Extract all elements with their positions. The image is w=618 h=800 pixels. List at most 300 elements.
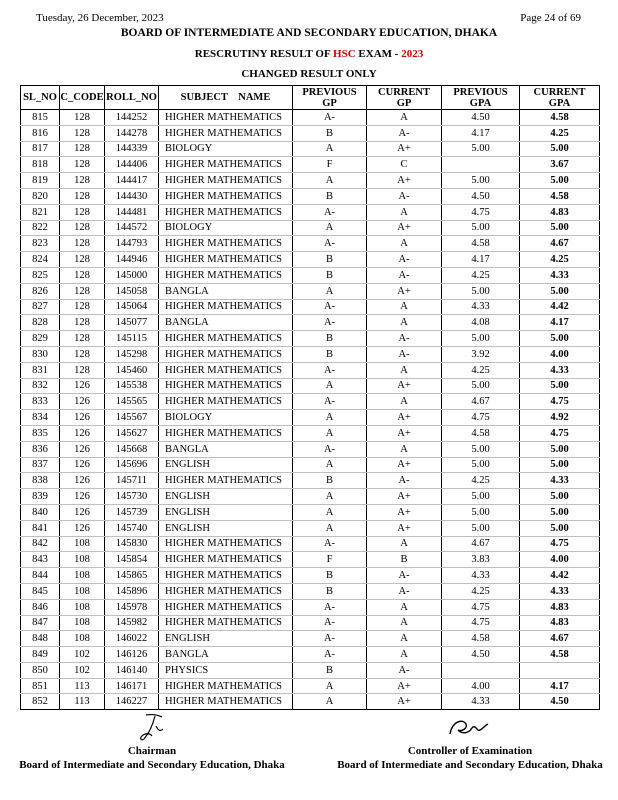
cell-current-gpa: 4.42	[520, 299, 600, 315]
header-current-gpa-line1: CURRENT	[533, 86, 586, 98]
cell-subject-name: BANGLA	[159, 315, 293, 331]
cell-previous-gp: A-	[293, 441, 367, 457]
cell-subject-name: HIGHER MATHEMATICS	[159, 267, 293, 283]
cell-sl-no: 831	[21, 362, 60, 378]
header-roll-no: ROLL_NO	[105, 86, 159, 110]
cell-previous-gp: A-	[293, 647, 367, 663]
cell-current-gp: A+	[367, 141, 442, 157]
cell-previous-gp: A	[293, 283, 367, 299]
cell-subject-name: HIGHER MATHEMATICS	[159, 252, 293, 268]
cell-current-gp: A-	[367, 346, 442, 362]
cell-sl-no: 836	[21, 441, 60, 457]
table-row	[21, 331, 600, 347]
cell-sl-no: 815	[21, 110, 60, 126]
header-previous-gp	[293, 86, 367, 110]
header-sl-no: SL_NO	[21, 86, 60, 110]
cell-c-code: 128	[60, 236, 105, 252]
results-table	[20, 85, 600, 710]
cell-roll-no: 144406	[105, 157, 159, 173]
cell-current-gpa: 4.75	[520, 536, 600, 552]
cell-previous-gp: A	[293, 378, 367, 394]
cell-previous-gpa: 4.75	[442, 615, 520, 631]
cell-previous-gp: A-	[293, 362, 367, 378]
cell-current-gp: B	[367, 552, 442, 568]
cell-c-code: 126	[60, 504, 105, 520]
cell-current-gpa: 4.25	[520, 125, 600, 141]
cell-roll-no: 145730	[105, 489, 159, 505]
cell-roll-no: 145460	[105, 362, 159, 378]
cell-previous-gp: B	[293, 583, 367, 599]
cell-previous-gpa: 4.58	[442, 236, 520, 252]
cell-roll-no: 145711	[105, 473, 159, 489]
cell-roll-no: 145627	[105, 425, 159, 441]
cell-previous-gp: A	[293, 694, 367, 710]
cell-roll-no: 144278	[105, 125, 159, 141]
cell-previous-gpa: 5.00	[442, 441, 520, 457]
cell-roll-no: 144339	[105, 141, 159, 157]
cell-roll-no: 145740	[105, 520, 159, 536]
cell-sl-no: 838	[21, 473, 60, 489]
cell-current-gpa: 4.58	[520, 188, 600, 204]
cell-subject-name: HIGHER MATHEMATICS	[159, 568, 293, 584]
board-title: BOARD OF INTERMEDIATE AND SECONDARY EDUCATION, DHAKA	[120, 27, 498, 39]
cell-previous-gpa: 5.00	[442, 220, 520, 236]
cell-current-gp: A	[367, 315, 442, 331]
table-row	[21, 378, 600, 394]
cell-previous-gp: F	[293, 157, 367, 173]
cell-previous-gp: A-	[293, 536, 367, 552]
cell-roll-no: 144793	[105, 236, 159, 252]
cell-subject-name: HIGHER MATHEMATICS	[159, 473, 293, 489]
cell-current-gp: A+	[367, 378, 442, 394]
cell-current-gp: A	[367, 299, 442, 315]
subtitle: CHANGED RESULT ONLY	[241, 68, 377, 80]
cell-current-gp: A+	[367, 410, 442, 426]
cell-current-gp: A+	[367, 504, 442, 520]
table-row	[21, 520, 600, 536]
cell-previous-gpa: 3.92	[442, 346, 520, 362]
cell-c-code: 128	[60, 315, 105, 331]
cell-current-gp: A	[367, 236, 442, 252]
page-number: Page 24 of 69	[520, 12, 581, 24]
cell-subject-name: HIGHER MATHEMATICS	[159, 236, 293, 252]
exam-year: 2023	[401, 48, 424, 60]
cell-current-gp: A	[367, 615, 442, 631]
cell-subject-name: HIGHER MATHEMATICS	[159, 299, 293, 315]
cell-subject-name: HIGHER MATHEMATICS	[159, 394, 293, 410]
table-row	[21, 125, 600, 141]
cell-current-gp: A-	[367, 331, 442, 347]
cell-sl-no: 851	[21, 678, 60, 694]
cell-sl-no: 842	[21, 536, 60, 552]
cell-previous-gpa: 4.25	[442, 362, 520, 378]
cell-previous-gpa: 4.33	[442, 568, 520, 584]
header-current-gp-line1: CURRENT	[378, 86, 430, 98]
cell-previous-gpa: 4.58	[442, 631, 520, 647]
cell-sl-no: 827	[21, 299, 60, 315]
controller-organization: Board of Intermediate and Secondary Education, Dhaka	[337, 759, 603, 771]
cell-previous-gpa	[442, 662, 520, 678]
table-row	[21, 220, 600, 236]
cell-subject-name: HIGHER MATHEMATICS	[159, 552, 293, 568]
cell-previous-gp: A-	[293, 631, 367, 647]
cell-sl-no: 847	[21, 615, 60, 631]
cell-c-code: 126	[60, 425, 105, 441]
cell-roll-no: 145058	[105, 283, 159, 299]
table-row	[21, 252, 600, 268]
cell-subject-name: ENGLISH	[159, 520, 293, 536]
table-header-row	[21, 86, 600, 110]
cell-previous-gp: A-	[293, 599, 367, 615]
cell-current-gp: A-	[367, 662, 442, 678]
cell-c-code: 128	[60, 141, 105, 157]
cell-previous-gpa: 4.33	[442, 299, 520, 315]
cell-c-code: 128	[60, 173, 105, 189]
cell-previous-gp: B	[293, 252, 367, 268]
table-row	[21, 441, 600, 457]
cell-sl-no: 843	[21, 552, 60, 568]
header-current-gpa	[520, 86, 600, 110]
cell-c-code: 108	[60, 631, 105, 647]
header-previous-gpa-line2: GPA	[469, 97, 492, 109]
cell-sl-no: 818	[21, 157, 60, 173]
cell-previous-gp: A	[293, 410, 367, 426]
cell-c-code: 126	[60, 489, 105, 505]
cell-c-code: 108	[60, 599, 105, 615]
cell-subject-name: HIGHER MATHEMATICS	[159, 331, 293, 347]
cell-c-code: 102	[60, 662, 105, 678]
header-previous-gpa	[442, 86, 520, 110]
cell-roll-no: 145739	[105, 504, 159, 520]
header-previous-gp-line1: PREVIOUS	[302, 86, 357, 98]
cell-subject-name: HIGHER MATHEMATICS	[159, 362, 293, 378]
cell-subject-name: HIGHER MATHEMATICS	[159, 536, 293, 552]
table-row	[21, 504, 600, 520]
cell-current-gpa: 4.00	[520, 346, 600, 362]
cell-current-gpa: 5.00	[520, 441, 600, 457]
cell-c-code: 128	[60, 188, 105, 204]
cell-previous-gpa: 4.17	[442, 125, 520, 141]
cell-roll-no: 144481	[105, 204, 159, 220]
cell-previous-gpa: 4.67	[442, 394, 520, 410]
cell-previous-gp: A-	[293, 110, 367, 126]
cell-c-code: 128	[60, 252, 105, 268]
cell-c-code: 128	[60, 331, 105, 347]
header-subject-name	[159, 86, 293, 110]
cell-subject-name: HIGHER MATHEMATICS	[159, 583, 293, 599]
cell-roll-no: 144430	[105, 188, 159, 204]
cell-previous-gpa: 4.67	[442, 536, 520, 552]
cell-c-code: 128	[60, 267, 105, 283]
cell-previous-gpa: 5.00	[442, 173, 520, 189]
header-subject-label: SUBJECT NAME	[180, 92, 271, 103]
table-row	[21, 157, 600, 173]
cell-previous-gp: B	[293, 346, 367, 362]
controller-signature-block	[330, 712, 610, 772]
cell-sl-no: 825	[21, 267, 60, 283]
cell-current-gp: A-	[367, 252, 442, 268]
table-row	[21, 173, 600, 189]
cell-current-gpa: 4.17	[520, 315, 600, 331]
cell-current-gp: A-	[367, 583, 442, 599]
cell-c-code: 126	[60, 520, 105, 536]
cell-subject-name: ENGLISH	[159, 457, 293, 473]
cell-previous-gpa: 4.75	[442, 599, 520, 615]
cell-previous-gp: A	[293, 425, 367, 441]
cell-roll-no: 145298	[105, 346, 159, 362]
cell-previous-gpa: 5.00	[442, 489, 520, 505]
cell-previous-gpa	[442, 157, 520, 173]
cell-sl-no: 852	[21, 694, 60, 710]
cell-previous-gp: A	[293, 173, 367, 189]
cell-sl-no: 829	[21, 331, 60, 347]
cell-previous-gp: A-	[293, 615, 367, 631]
cell-sl-no: 819	[21, 173, 60, 189]
cell-previous-gpa: 4.25	[442, 267, 520, 283]
cell-subject-name: PHYSICS	[159, 662, 293, 678]
cell-c-code: 128	[60, 157, 105, 173]
cell-roll-no: 145668	[105, 441, 159, 457]
cell-c-code: 108	[60, 583, 105, 599]
cell-c-code: 108	[60, 552, 105, 568]
header-c-code: C_CODE	[60, 86, 105, 110]
table-row	[21, 457, 600, 473]
table-row	[21, 425, 600, 441]
table-row	[21, 568, 600, 584]
cell-c-code: 126	[60, 441, 105, 457]
header-current-gp-line2: GP	[396, 97, 412, 109]
cell-previous-gp: A	[293, 141, 367, 157]
cell-previous-gpa: 5.00	[442, 283, 520, 299]
table-row	[21, 267, 600, 283]
header-previous-gp-line2: GP	[322, 97, 337, 109]
cell-previous-gp: B	[293, 662, 367, 678]
cell-roll-no: 145696	[105, 457, 159, 473]
table-row	[21, 188, 600, 204]
cell-previous-gpa: 4.25	[442, 583, 520, 599]
cell-current-gpa: 4.33	[520, 362, 600, 378]
cell-roll-no: 145000	[105, 267, 159, 283]
cell-sl-no: 840	[21, 504, 60, 520]
cell-current-gpa: 4.58	[520, 647, 600, 663]
cell-previous-gp: A-	[293, 299, 367, 315]
cell-previous-gp: A-	[293, 315, 367, 331]
cell-roll-no: 146126	[105, 647, 159, 663]
cell-sl-no: 844	[21, 568, 60, 584]
cell-current-gp: A+	[367, 520, 442, 536]
cell-roll-no: 144946	[105, 252, 159, 268]
table-row	[21, 489, 600, 505]
cell-c-code: 113	[60, 694, 105, 710]
cell-c-code: 128	[60, 220, 105, 236]
cell-current-gp: C	[367, 157, 442, 173]
table-row	[21, 110, 600, 126]
cell-current-gp: A	[367, 394, 442, 410]
table-row	[21, 599, 600, 615]
header-current-gp	[367, 86, 442, 110]
cell-previous-gpa: 5.00	[442, 504, 520, 520]
cell-current-gp: A+	[367, 425, 442, 441]
cell-previous-gpa: 4.75	[442, 410, 520, 426]
cell-current-gpa: 4.50	[520, 694, 600, 710]
cell-c-code: 126	[60, 410, 105, 426]
cell-current-gp: A+	[367, 489, 442, 505]
cell-previous-gpa: 5.00	[442, 331, 520, 347]
cell-c-code: 128	[60, 299, 105, 315]
cell-sl-no: 834	[21, 410, 60, 426]
print-date: Tuesday, 26 December, 2023	[36, 12, 164, 24]
cell-sl-no: 817	[21, 141, 60, 157]
cell-previous-gpa: 4.50	[442, 647, 520, 663]
cell-c-code: 108	[60, 536, 105, 552]
cell-subject-name: HIGHER MATHEMATICS	[159, 125, 293, 141]
cell-roll-no: 145865	[105, 568, 159, 584]
cell-sl-no: 848	[21, 631, 60, 647]
cell-current-gp: A+	[367, 283, 442, 299]
cell-c-code: 113	[60, 678, 105, 694]
cell-sl-no: 845	[21, 583, 60, 599]
cell-sl-no: 850	[21, 662, 60, 678]
table-row	[21, 410, 600, 426]
cell-current-gpa: 4.33	[520, 583, 600, 599]
cell-c-code: 126	[60, 457, 105, 473]
cell-current-gpa: 3.67	[520, 157, 600, 173]
cell-subject-name: HIGHER MATHEMATICS	[159, 425, 293, 441]
cell-previous-gp: B	[293, 188, 367, 204]
cell-subject-name: HIGHER MATHEMATICS	[159, 173, 293, 189]
cell-current-gpa: 5.00	[520, 457, 600, 473]
cell-current-gp: A-	[367, 267, 442, 283]
cell-c-code: 126	[60, 473, 105, 489]
cell-subject-name: HIGHER MATHEMATICS	[159, 204, 293, 220]
cell-current-gpa: 4.00	[520, 552, 600, 568]
cell-current-gpa: 4.75	[520, 425, 600, 441]
cell-subject-name: BANGLA	[159, 647, 293, 663]
cell-previous-gpa: 4.17	[442, 252, 520, 268]
cell-c-code: 108	[60, 568, 105, 584]
cell-previous-gpa: 3.83	[442, 552, 520, 568]
cell-current-gpa: 4.75	[520, 394, 600, 410]
cell-subject-name: ENGLISH	[159, 631, 293, 647]
cell-c-code: 128	[60, 110, 105, 126]
table-row	[21, 141, 600, 157]
table-row	[21, 236, 600, 252]
cell-subject-name: ENGLISH	[159, 504, 293, 520]
table-row	[21, 615, 600, 631]
controller-title: Controller of Examination	[407, 745, 533, 757]
cell-previous-gp: A-	[293, 236, 367, 252]
cell-current-gpa: 4.58	[520, 110, 600, 126]
cell-roll-no: 144572	[105, 220, 159, 236]
cell-current-gpa: 4.33	[520, 267, 600, 283]
cell-previous-gpa: 4.50	[442, 188, 520, 204]
cell-current-gpa: 4.67	[520, 631, 600, 647]
cell-current-gp: A	[367, 599, 442, 615]
cell-sl-no: 841	[21, 520, 60, 536]
cell-previous-gpa: 4.25	[442, 473, 520, 489]
cell-subject-name: HIGHER MATHEMATICS	[159, 678, 293, 694]
cell-subject-name: HIGHER MATHEMATICS	[159, 157, 293, 173]
cell-current-gp: A-	[367, 188, 442, 204]
cell-current-gpa: 5.00	[520, 220, 600, 236]
cell-roll-no: 145538	[105, 378, 159, 394]
result-title-prefix: RESCRUTINY RESULT OF	[194, 48, 331, 60]
header-current-gpa-line2: GPA	[548, 97, 571, 109]
cell-c-code: 102	[60, 647, 105, 663]
table-row	[21, 647, 600, 663]
cell-current-gpa: 5.00	[520, 331, 600, 347]
cell-current-gp: A+	[367, 694, 442, 710]
cell-sl-no: 816	[21, 125, 60, 141]
cell-sl-no: 823	[21, 236, 60, 252]
cell-current-gpa: 4.42	[520, 568, 600, 584]
cell-current-gpa: 5.00	[520, 504, 600, 520]
cell-current-gpa: 4.67	[520, 236, 600, 252]
cell-current-gp: A	[367, 362, 442, 378]
cell-subject-name: HIGHER MATHEMATICS	[159, 694, 293, 710]
cell-roll-no: 144252	[105, 110, 159, 126]
cell-current-gp: A	[367, 536, 442, 552]
cell-roll-no: 144417	[105, 173, 159, 189]
cell-sl-no: 821	[21, 204, 60, 220]
cell-current-gpa: 5.00	[520, 520, 600, 536]
table-row	[21, 362, 600, 378]
cell-subject-name: BANGLA	[159, 283, 293, 299]
table-row	[21, 315, 600, 331]
chairman-signature-icon	[122, 712, 182, 742]
cell-roll-no: 145830	[105, 536, 159, 552]
cell-current-gpa: 5.00	[520, 141, 600, 157]
cell-c-code: 108	[60, 615, 105, 631]
table-row	[21, 346, 600, 362]
cell-sl-no: 837	[21, 457, 60, 473]
chairman-organization: Board of Intermediate and Secondary Education, Dhaka	[19, 759, 285, 771]
cell-subject-name: BANGLA	[159, 441, 293, 457]
cell-current-gp: A-	[367, 473, 442, 489]
cell-previous-gpa: 5.00	[442, 520, 520, 536]
cell-previous-gp: A	[293, 220, 367, 236]
cell-current-gpa: 5.00	[520, 489, 600, 505]
cell-subject-name: HIGHER MATHEMATICS	[159, 188, 293, 204]
cell-roll-no: 145565	[105, 394, 159, 410]
cell-roll-no: 146140	[105, 662, 159, 678]
cell-current-gp: A-	[367, 125, 442, 141]
cell-roll-no: 146022	[105, 631, 159, 647]
cell-sl-no: 832	[21, 378, 60, 394]
cell-sl-no: 849	[21, 647, 60, 663]
cell-c-code: 128	[60, 362, 105, 378]
cell-current-gpa: 4.83	[520, 615, 600, 631]
chairman-signature-block	[12, 712, 292, 772]
table-row	[21, 631, 600, 647]
cell-previous-gp: A	[293, 489, 367, 505]
table-row	[21, 394, 600, 410]
table-row	[21, 662, 600, 678]
cell-sl-no: 826	[21, 283, 60, 299]
cell-sl-no: 830	[21, 346, 60, 362]
cell-previous-gpa: 5.00	[442, 141, 520, 157]
cell-current-gp: A-	[367, 568, 442, 584]
cell-previous-gp: B	[293, 331, 367, 347]
cell-subject-name: BIOLOGY	[159, 220, 293, 236]
cell-current-gp: A	[367, 647, 442, 663]
cell-current-gp: A	[367, 204, 442, 220]
cell-roll-no: 145854	[105, 552, 159, 568]
header-previous-gpa-line1: PREVIOUS	[453, 86, 508, 98]
cell-previous-gp: B	[293, 125, 367, 141]
cell-sl-no: 833	[21, 394, 60, 410]
cell-previous-gp: A-	[293, 394, 367, 410]
